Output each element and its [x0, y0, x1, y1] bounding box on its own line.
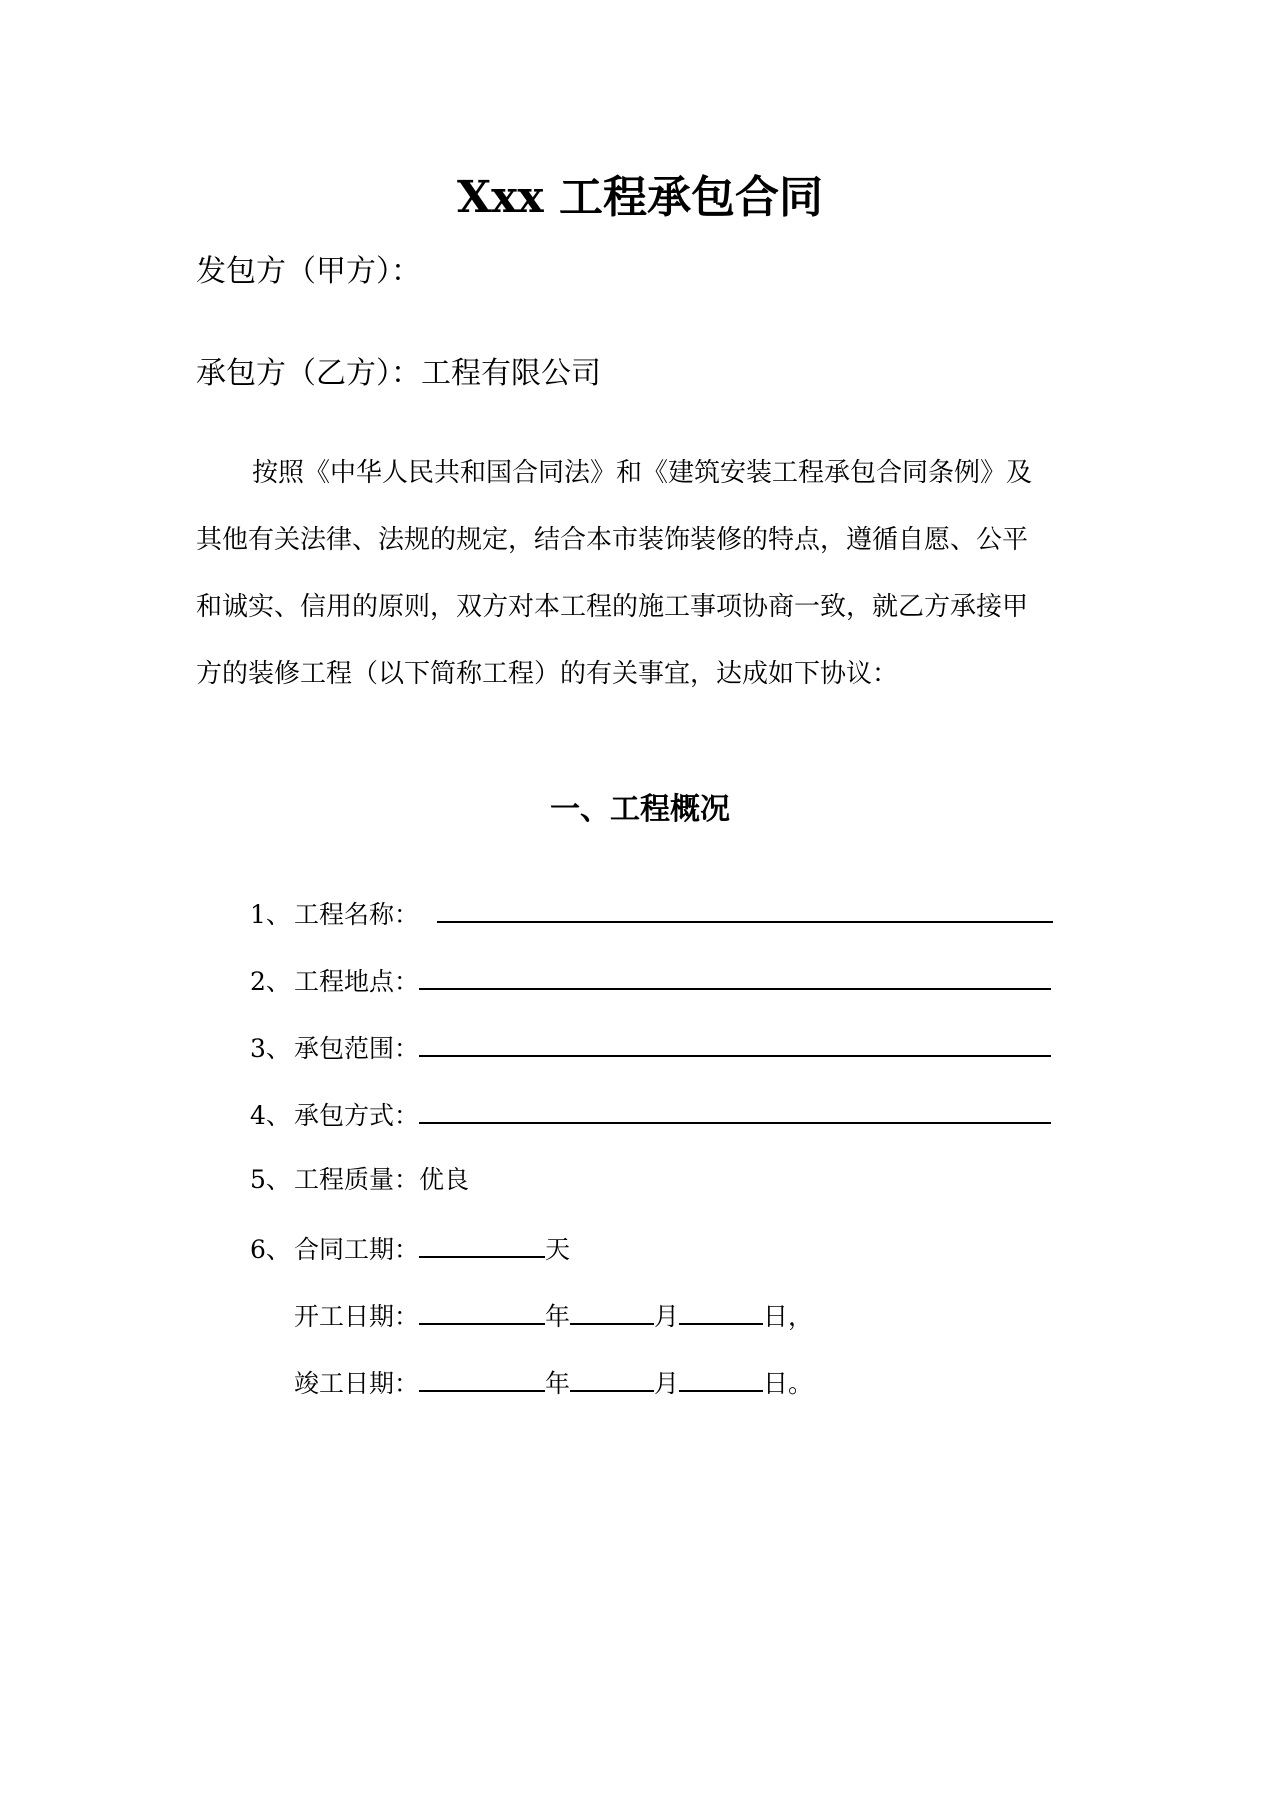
item-label: 工程名称： [294, 900, 420, 929]
item-label: 合同工期： [294, 1235, 420, 1264]
year-unit: 年 [545, 1302, 571, 1331]
contract-scope-blank[interactable] [419, 1029, 1051, 1057]
quality-value: 优良 [419, 1165, 470, 1194]
item-project-name [250, 895, 1053, 932]
item-number: 5、 [250, 1165, 291, 1194]
item-contract-period [250, 1230, 570, 1267]
month-unit: 月 [654, 1302, 680, 1331]
item-contract-scope [250, 1029, 1051, 1066]
end-month-blank[interactable] [570, 1364, 654, 1392]
section-title-project-overview: 一、工程概况 [550, 792, 730, 827]
item-number: 3、 [250, 1034, 291, 1063]
intro-line-1: 按照《中华人民共和国合同法》和《建筑安装工程承包合同条例》及 [252, 458, 1033, 488]
item-number: 4、 [250, 1101, 291, 1130]
period-days-blank[interactable] [419, 1230, 545, 1258]
start-day-blank[interactable] [679, 1297, 763, 1325]
item-label: 工程地点： [294, 967, 420, 996]
month-unit: 月 [654, 1369, 680, 1398]
start-month-blank[interactable] [570, 1297, 654, 1325]
intro-line-2: 其他有关法律、法规的规定，结合本市装饰装修的特点，遵循自愿、公平 [196, 525, 1029, 555]
item-project-location [250, 962, 1051, 999]
end-day-blank[interactable] [679, 1364, 763, 1392]
item-contract-method [250, 1096, 1051, 1133]
project-name-blank[interactable] [437, 895, 1053, 923]
project-location-blank[interactable] [419, 962, 1051, 990]
contract-method-blank[interactable] [419, 1096, 1051, 1124]
end-date-label: 竣工日期： [294, 1369, 420, 1398]
item-number: 2、 [250, 967, 291, 996]
document-title: Xxx 工程承包合同 [457, 172, 823, 223]
start-date-label: 开工日期： [294, 1302, 420, 1331]
days-unit: 天 [545, 1235, 571, 1264]
intro-line-4: 方的装修工程（以下简称工程）的有关事宜，达成如下协议： [196, 659, 899, 689]
start-date-row [294, 1297, 813, 1334]
item-number: 1、 [250, 900, 291, 929]
item-label: 承包方式： [294, 1101, 420, 1130]
end-date-row [294, 1364, 813, 1401]
intro-line-3: 和诚实、信用的原则，双方对本工程的施工事项协商一致，就乙方承接甲 [196, 592, 1029, 622]
day-unit: 日。 [763, 1369, 814, 1398]
start-year-blank[interactable] [419, 1297, 545, 1325]
party-b-line: 承包方（乙方）：工程有限公司 [196, 356, 601, 391]
year-unit: 年 [545, 1369, 571, 1398]
item-label: 承包范围： [294, 1034, 420, 1063]
end-year-blank[interactable] [419, 1364, 545, 1392]
item-label: 工程质量： [294, 1165, 420, 1194]
item-number: 6、 [250, 1235, 291, 1264]
party-a-line: 发包方（甲方）： [196, 254, 421, 289]
item-project-quality [250, 1163, 469, 1197]
day-unit: 日， [763, 1302, 814, 1331]
